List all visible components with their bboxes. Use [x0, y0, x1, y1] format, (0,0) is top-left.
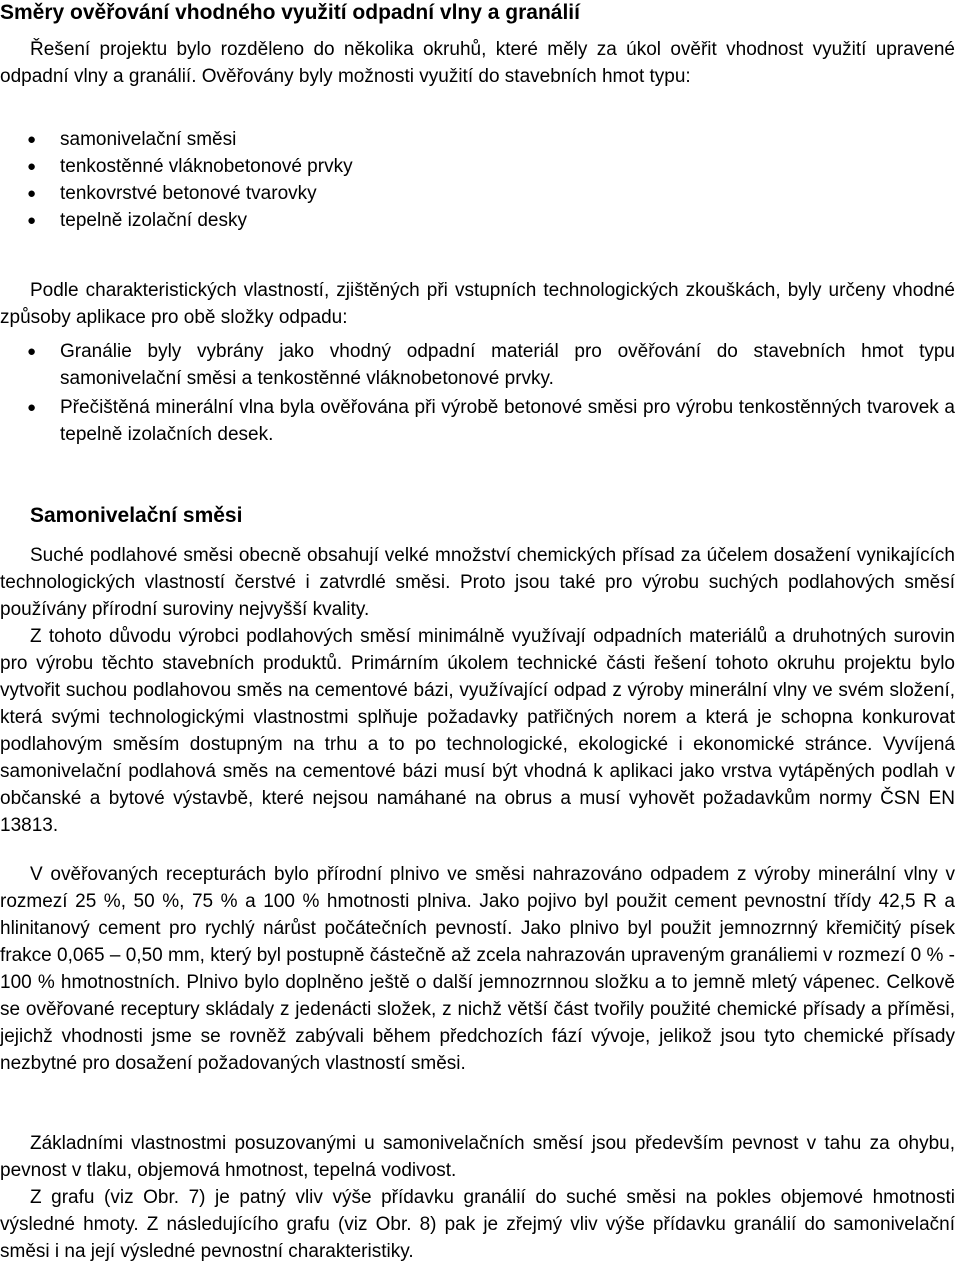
findings-list [0, 338, 955, 450]
paragraph-recipes: V ověřovaných recepturách bylo přírodní plnivo ve směsi nahrazováno odpadem z výroby minerální vlny v rozmezí 25 %, 50 %, 75 % a 100 % hmotnosti plniva. Jako pojivo byl použit cement pevnostní třídy 42,5 R a hlinitanový cement pro rychlý nárůst počátečních pevností. Jako plnivo byl použit jemnozrnný křemičitý písek frakce 0,065 – 0,50 mm, který byl postupně částečně až zcela nahrazován upraveným granáliemi v rozmezí 0 % - 100 % hmotnostních. Plnivo bylo doplněno ještě o další jemnozrnnou složku a to jemně mletý vápenec. Celkově se ověřované receptury skládaly z jedenácti složek, z nichž větší část tvořily použité chemické přísady a příměsi, jejichž vhodnosti jsme se rovněž zabývali během předchozích fází vývoje, jelikož jsou tyto chemické přísady nezbytné pro dosažení požadovaných vlastností směsi. [0, 864, 955, 1074]
paragraph-manufacturers: Z tohoto důvodu výrobci podlahových směsí minimálně využívají odpadních materiálů a druhotných surovin pro výrobu těchto stavebních produktů. Primárním úkolem technické části řešení tohoto okruhu projektu bylo vytvořit suchou podlahovou směs na cementové bázi, využívající odpad z výroby minerální vlny ve svém složení, která svými technologickými vlastnostmi splňuje požadavky patřičných norem a která je schopna konkurovat podlahovým směsím dostupným na trhu a to po technologické, ekologické i ekonomické stránce. Vyvíjená samonivelační podlahová směs na cementové bázi musí být vhodná k aplikaci jako vrstva vytápěných podlah v občanské a bytové výstavbě, které nejsou namáhané na obrus a musí vyhovět požadavkům normy ČSN EN 13813. [0, 626, 955, 836]
list-item: ● samonivelační směsi [0, 126, 353, 153]
section-heading-self-leveling: Samonivelační směsi [30, 504, 243, 527]
list-item: ● Přečištěná minerální vlna byla ověřována při výrobě betonové směsi pro výrobu tenkostěnných tvarovek a tepelně izolačních desek. [0, 394, 955, 448]
list-item: ● Granálie byly vybrány jako vhodný odpadní materiál pro ověřování do stavebních hmot typu samonivelační směsi a tenkostěnné vláknobetonové prvky. [0, 338, 955, 392]
product-type-list [0, 126, 353, 234]
paragraph-properties: Základními vlastnostmi posuzovanými u samonivelačních směsí jsou především pevnost v tahu za ohybu, pevnost v tlaku, objemová hmotnost, tepelná vodivost. [0, 1133, 955, 1181]
list-item: ● tenkovrstvé betonové tvarovky [0, 180, 353, 207]
bullet-icon: ● [27, 158, 37, 175]
intro-paragraph: Řešení projektu bylo rozděleno do několika okruhů, které měly za úkol ověřit vhodnost využití upravené odpadní vlny a granálií. Ověřovány byly možnosti využití do stavebních hmot typu: [0, 39, 955, 87]
bullet-icon: ● [27, 131, 37, 148]
paragraph-graphs: Z grafu (viz Obr. 7) je patný vliv výše přídavku granálií do suché směsi na pokles objemové hmotnosti výsledné hmoty. Z následujícího grafu (viz Obr. 8) pak je zřejmý vliv výše přídavku granálií do samonivelační směsi i na její výsledné pevnostní charakteristiky. [0, 1187, 955, 1262]
bullet-icon: ● [27, 212, 37, 229]
findings-intro-paragraph: Podle charakteristických vlastností, zjištěných při vstupních technologických zkouškách, byly určeny vhodné způsoby aplikace pro obě složky odpadu: [0, 280, 955, 328]
bullet-icon: ● [27, 343, 37, 360]
bullet-icon: ● [27, 399, 37, 416]
list-item: ● tepelně izolační desky [0, 207, 353, 234]
bullet-icon: ● [27, 185, 37, 202]
section-heading-waste-usage: Směry ověřování vhodného využití odpadní vlny a granálií [0, 1, 580, 24]
paragraph-dry-mixes: Suché podlahové směsi obecně obsahují velké množství chemických přísad za účelem dosažení vynikajících technologických vlastností čerstvé i zatvrdlé směsi. Proto jsou také pro výrobu suchých podlahových směsí používány přírodní suroviny nejvyšší kvality. [0, 545, 955, 620]
list-item: ● tenkostěnné vláknobetonové prvky [0, 153, 353, 180]
